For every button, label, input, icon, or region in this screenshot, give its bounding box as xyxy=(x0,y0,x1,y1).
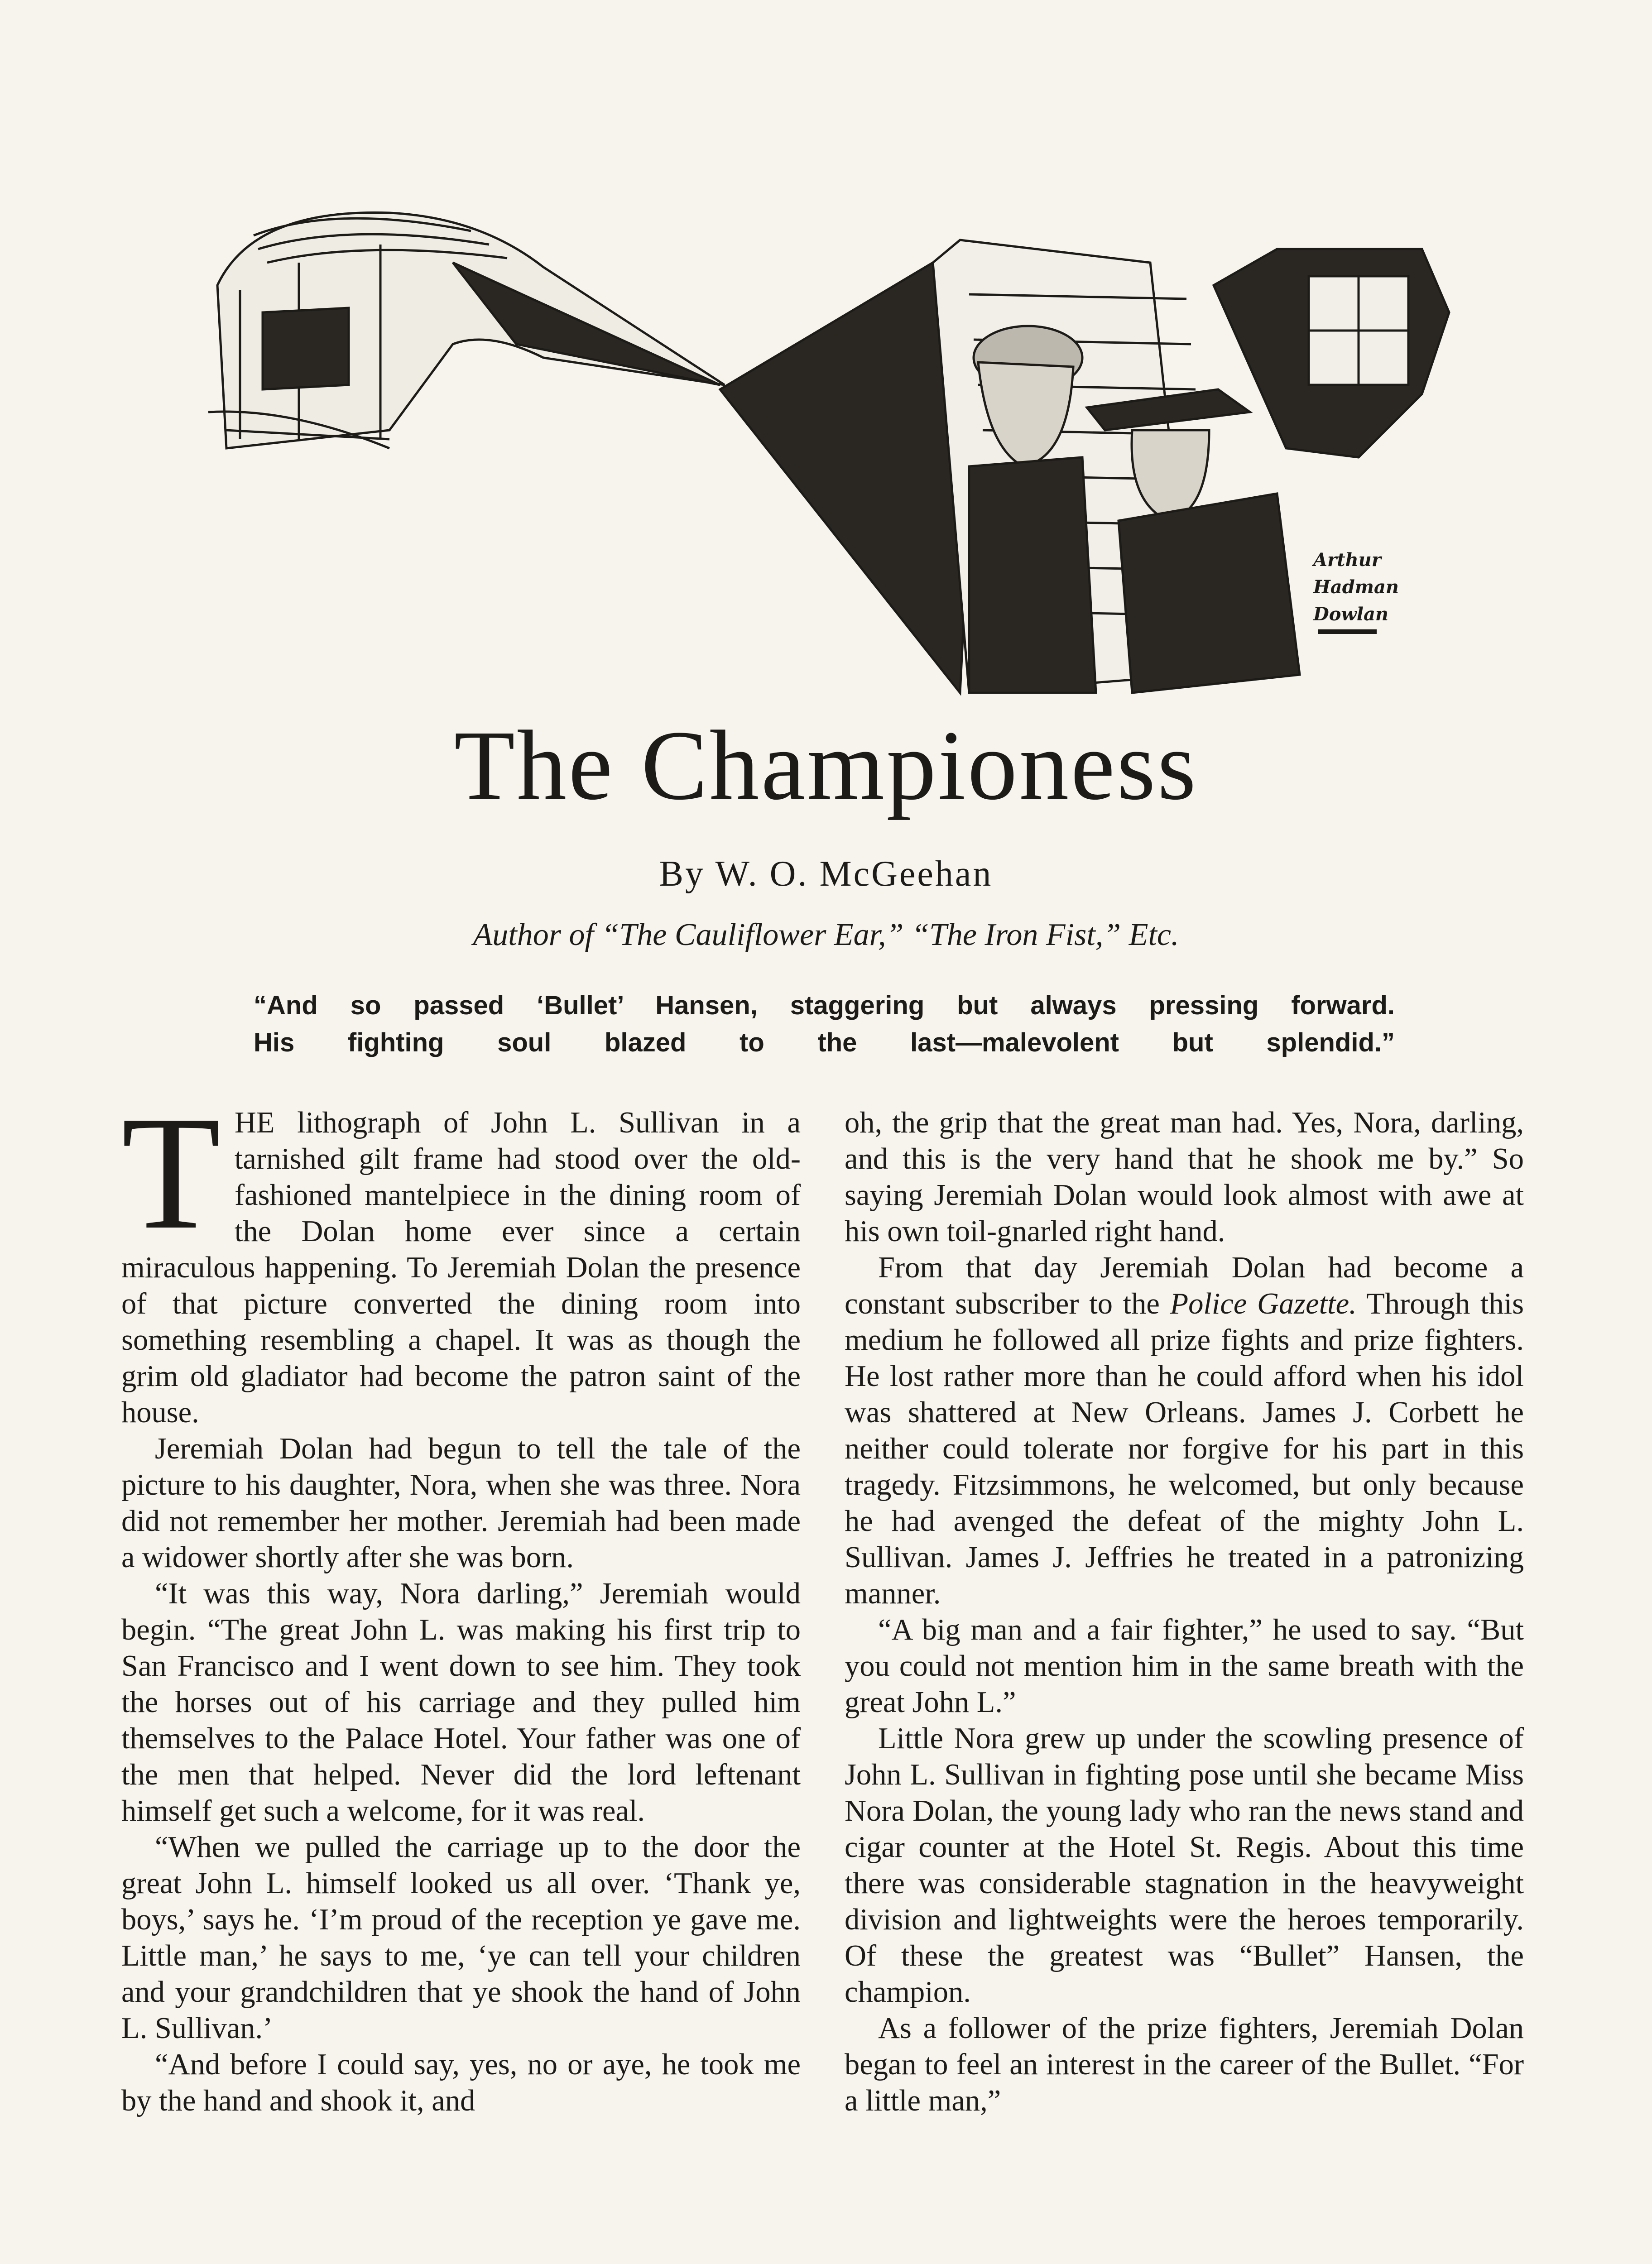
two-men-sketch xyxy=(720,240,1449,693)
artist-signature xyxy=(1311,549,1399,634)
paragraph xyxy=(121,1082,801,1431)
publication-title: Police Gazette. xyxy=(1170,1287,1357,1320)
epigraph-line-1: “And so passed ‘Bullet’ Hansen, staggering but always pressing forward. xyxy=(254,991,1395,1020)
svg-text:Dowlan: Dowlan xyxy=(1313,604,1388,625)
epigraph xyxy=(254,987,1395,1061)
carriage-sketch xyxy=(208,212,725,448)
story-title: The Championess xyxy=(454,710,1198,820)
article-column-right xyxy=(845,1105,1524,2119)
paragraph-text: Through this medium he followed all prize fights and prize fighters. He lost rather more than he could afford when his idol was shattered at New Orleans. James J. Corbett he neither could tolerate nor forgive for his part in this tragedy. Fitzsimmons, he welcomed, but only because he had avenged the defeat of the mighty John L. Sullivan. James J. Jeffries he treated in a patronizing manner. xyxy=(845,1287,1524,1610)
paragraph: oh, the grip that the great man had. Yes, Nora, darling, and this is the very hand that he shook me by.” So saying Jeremiah Dolan would look almost with awe at his own toil-gnarled right hand. xyxy=(845,1106,1524,1248)
epigraph-line-2: His fighting soul blazed to the last—malevolent but splendid.” xyxy=(254,1028,1395,1057)
paragraph: “When we pulled the carriage up to the door the great John L. himself looked us all over. ‘Thank ye, boys,’ says he. ‘I’m proud of the reception ye gave me. Little man,’ he says to me, ‘ye can tell your children and your grandchildren that ye shook the hand of John L. Sullivan.’ xyxy=(121,1831,801,2045)
paragraph: “It was this way, Nora darling,” Jeremiah would begin. “The great John L. was making his first trip to San Francisco and I went down to see him. They took the horses out of his carriage and they pulled him themselves to the Palace Hotel. Your father was one of the men that helped. Never did the lord leftenant himself get such a welcome, for it was real. xyxy=(121,1577,801,1828)
svg-text:Arthur: Arthur xyxy=(1313,549,1381,571)
byline: By W. O. McGeehan xyxy=(659,854,993,894)
author-credits: Author of “The Cauliflower Ear,” “The Iron Fist,” Etc. xyxy=(473,917,1179,952)
paragraph-text: HE lithograph of John L. Sullivan in a tarnished gilt frame had stood over the old-fashioned mantelpiece in the dining room of the Dolan home ever since a certain miraculous happening. To Jeremiah Dolan the presence of that picture converted the dining room into something resembling a chapel. It was as though the grim old gladiator had become the patron saint of the house. xyxy=(121,1106,801,1429)
paragraph: Little Nora grew up under the scowling presence of John L. Sullivan in fighting pose until she became Miss Nora Dolan, the young lady who ran the news stand and cigar counter at the Hotel St. Regis. About this time there was considerable stagnation in the heavyweight division and lightweights were the heroes temporarily. Of these the greatest was “Bullet” Hansen, the champion. xyxy=(845,1722,1524,2009)
paragraph xyxy=(845,1250,1524,1612)
drop-cap: T xyxy=(121,1082,221,1263)
paragraph: “And before I could say, yes, no or aye, he took me by the hand and shook it, and xyxy=(121,2048,801,2117)
article-column-left xyxy=(121,1082,801,2119)
paragraph: As a follower of the prize fighters, Jeremiah Dolan began to feel an interest in the career of the Bullet. “For a little man,” xyxy=(845,2012,1524,2117)
paragraph: Jeremiah Dolan had begun to tell the tale of the picture to his daughter, Nora, when she was three. Nora did not remember her mother. Jeremiah had been made a widower shortly after she was born. xyxy=(121,1432,801,1574)
svg-text:Hadman: Hadman xyxy=(1313,576,1399,598)
paragraph: “A big man and a fair fighter,” he used to say. “But you could not mention him in the same breath with the great John L.” xyxy=(845,1613,1524,1719)
paragraph-text: From that day Jeremiah Dolan had become a constant subscriber to the xyxy=(845,1251,1524,1320)
header-illustration xyxy=(199,195,1476,706)
